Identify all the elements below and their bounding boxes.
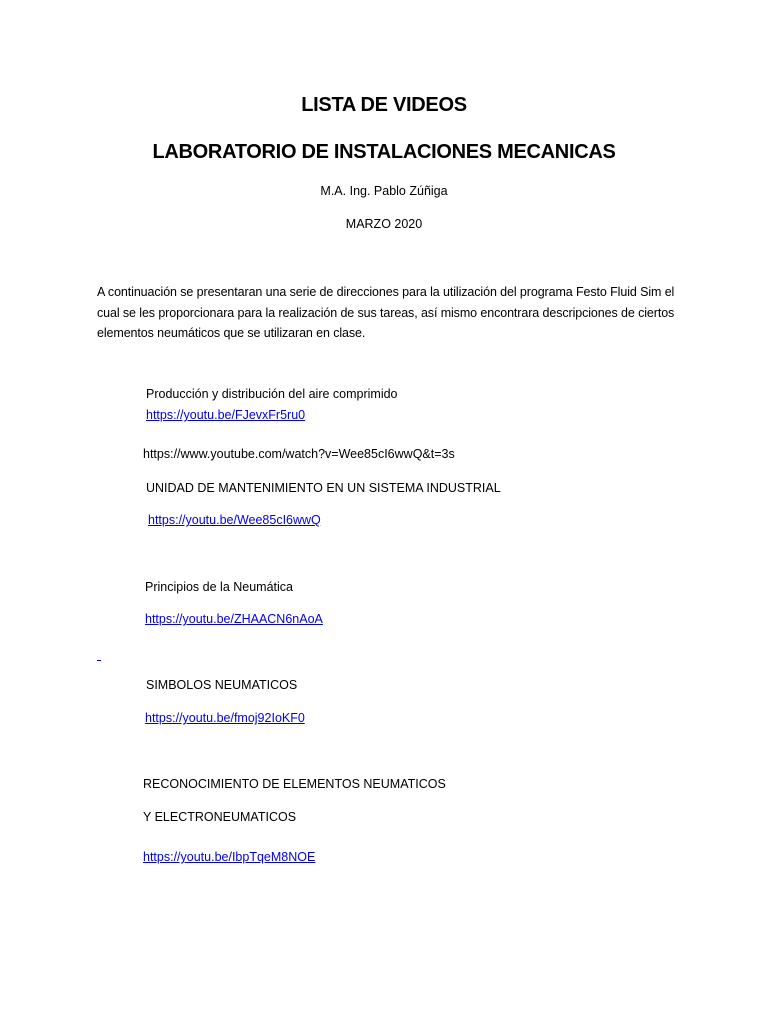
video-link-principios-neumatica[interactable]: https://youtu.be/ZHAACN6nAoA [145,612,323,626]
intro-paragraph: A continuación se presentaran una serie de direcciones para la utilización del programa Festo Fluid Sim el cual se les proporcionara para la realización de sus tareas, así mismo encontrara descripciones de ciertos elementos neumáticos que se utilizaran en clase. [97,285,675,340]
video-link-reconocimiento-elementos[interactable]: https://youtu.be/IbpTqeM8NOE [143,850,316,864]
document-subtitle: LABORATORIO DE INSTALACIONES MECANICAS [152,141,616,163]
video-link-simbolos-neumaticos[interactable]: https://youtu.be/fmoj92IoKF0 [145,711,305,725]
document-date: MARZO 2020 [345,217,423,231]
video-link-aire-comprimido[interactable]: https://youtu.be/FJevxFr5ru0 [146,408,306,422]
video-link-unidad-mantenimiento[interactable]: https://youtu.be/Wee85cI6wwQ [148,513,321,527]
empty-link-mark [97,660,101,661]
document-title: LISTA DE VIDEOS [301,94,467,116]
document-author: M.A. Ing. Pablo Zúñiga [320,184,448,198]
section-heading-reconocimiento-line1: RECONOCIMIENTO DE ELEMENTOS NEUMATICOS [143,777,446,791]
section-heading-aire-comprimido: Producción y distribución del aire comprimido [146,387,398,401]
section-heading-principios-neumatica: Principios de la Neumática [145,580,293,594]
youtube-plain-url: https://www.youtube.com/watch?v=Wee85cI6wwQ&t=3s [143,447,455,461]
section-heading-unidad-mantenimiento: UNIDAD DE MANTENIMIENTO EN UN SISTEMA INDUSTRIAL [146,481,501,495]
section-heading-reconocimiento-line2: Y ELECTRONEUMATICOS [143,810,297,824]
section-heading-simbolos-neumaticos: SIMBOLOS NEUMATICOS [146,678,298,692]
